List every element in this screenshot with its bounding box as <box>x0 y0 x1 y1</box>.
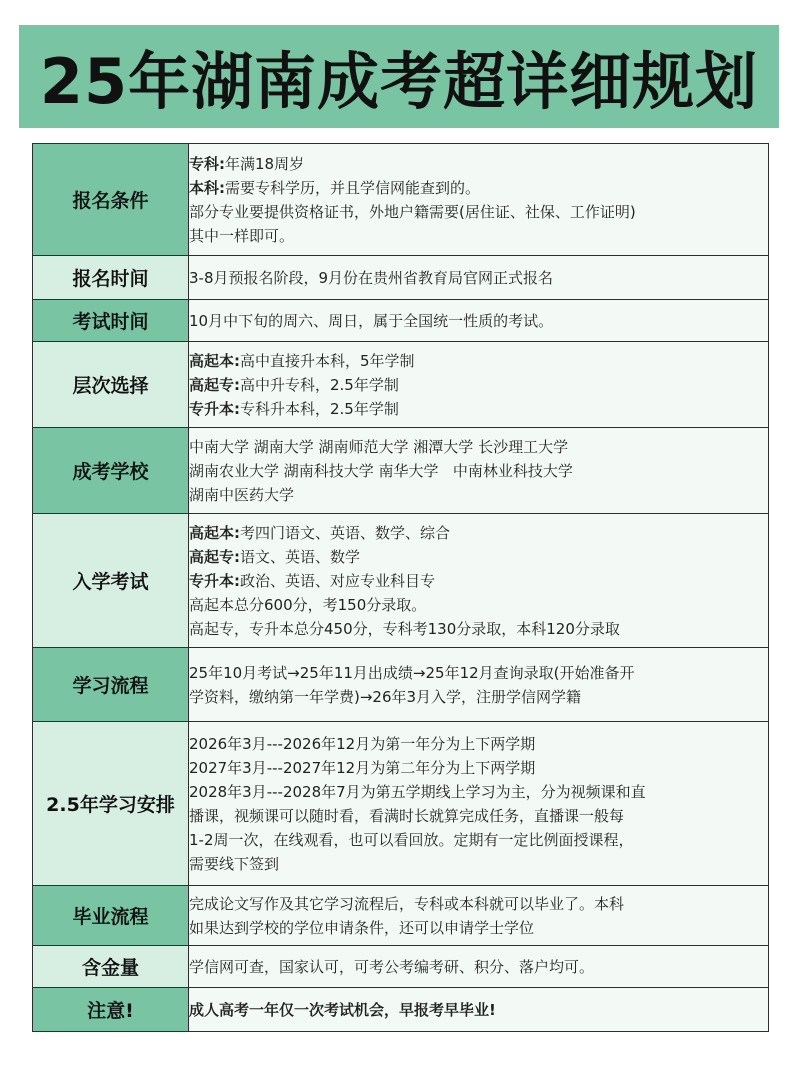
notice-text: 成人高考一年仅一次考试机会，早报考早毕业! <box>189 1000 496 1019</box>
level-item <box>189 397 768 421</box>
plan-line: 2026年3月---2026年12月为第一年分为上下两学期 <box>189 734 536 753</box>
process-line: 25年10月考试→25年11月出成绩→25年12月查询录取(开始准备开 <box>189 663 635 682</box>
key-label: 高起本: <box>189 523 240 542</box>
row-content <box>189 648 769 722</box>
plan-line: 需要线下签到 <box>189 854 280 873</box>
row-label: 注意! <box>33 988 189 1032</box>
exam-score-line: 高起本总分600分，考150分录取。 <box>189 595 427 614</box>
row-content <box>189 886 769 946</box>
level-item <box>189 373 768 397</box>
row-registration-conditions <box>33 144 769 256</box>
row-level-choice <box>33 342 769 428</box>
plan-line: 2027年3月---2027年12月为第二年分为上下两学期 <box>189 758 536 777</box>
condition-note-2: 其中一样即可。 <box>189 226 295 245</box>
value-text: 政治、英语、对应专业科目专 <box>240 571 436 590</box>
graduation-line: 如果达到学校的学位申请条件，还可以申请学士学位 <box>189 918 535 937</box>
row-content <box>189 300 769 342</box>
condition-benke <box>189 176 768 200</box>
key-label: 高起本: <box>189 351 240 370</box>
graduation-line: 完成论文写作及其它学习流程后，专科或本科就可以毕业了。本科 <box>189 894 625 913</box>
plan-line: 2028年3月---2028年7月为第五学期线上学习为主，分为视频课和直 <box>189 782 646 801</box>
row-label: 学习流程 <box>33 648 189 722</box>
row-registration-time <box>33 256 769 300</box>
key-label: 专升本: <box>189 399 240 418</box>
row-value <box>33 946 769 988</box>
condition-zhuanke <box>189 152 768 176</box>
process-line: 学资料，缴纳第一年学费)→26年3月入学，注册学信网学籍 <box>189 687 582 706</box>
exam-item <box>189 545 768 569</box>
title-banner <box>19 25 779 128</box>
row-label: 报名时间 <box>33 256 189 300</box>
exam-score-line: 高起专，专升本总分450分，专科考130分录取，本科120分录取 <box>189 619 620 638</box>
key-label: 高起专: <box>189 547 240 566</box>
value-text: 高中升专科，2.5年学制 <box>240 375 399 394</box>
row-label: 层次选择 <box>33 342 189 428</box>
exam-item <box>189 521 768 545</box>
schools-line: 湖南中医药大学 <box>189 485 295 504</box>
plan-line: 1-2周一次，在线观看，也可以看回放。定期有一定比例面授课程， <box>189 830 634 849</box>
key-label: 专升本: <box>189 571 240 590</box>
exam-item <box>189 569 768 593</box>
row-content <box>189 722 769 886</box>
row-content <box>189 514 769 648</box>
row-content <box>189 946 769 988</box>
row-notice <box>33 988 769 1032</box>
value-text: 学信网可查，国家认可，可考公考编考研、积分、落户均可。 <box>189 957 595 976</box>
key-label: 高起专: <box>189 375 240 394</box>
row-label: 含金量 <box>33 946 189 988</box>
row-label: 2.5年学习安排 <box>33 722 189 886</box>
row-schools <box>33 428 769 514</box>
level-item <box>189 349 768 373</box>
schools-line: 中南大学 湖南大学 湖南师范大学 湘潭大学 长沙理工大学 <box>189 437 569 456</box>
row-label: 毕业流程 <box>33 886 189 946</box>
exam-time-text: 10月中下旬的周六、周日，属于全国统一性质的考试。 <box>189 311 554 330</box>
row-content <box>189 988 769 1032</box>
value-text: 需要专科学历，并且学信网能查到的。 <box>225 178 481 197</box>
row-content <box>189 428 769 514</box>
row-study-plan <box>33 722 769 886</box>
row-exam-time <box>33 300 769 342</box>
row-content <box>189 342 769 428</box>
plan-line: 播课，视频课可以随时看，看满时长就算完成任务，直播课一般每 <box>189 806 625 825</box>
value-text: 语文、英语、数学 <box>240 547 361 566</box>
row-entrance-exam <box>33 514 769 648</box>
condition-note-1: 部分专业要提供资格证书，外地户籍需要(居住证、社保、工作证明) <box>189 202 636 221</box>
row-content <box>189 144 769 256</box>
page-title: 25年湖南成考超详细规划 <box>39 45 759 118</box>
row-label: 报名条件 <box>33 144 189 256</box>
row-label: 成考学校 <box>33 428 189 514</box>
row-label: 考试时间 <box>33 300 189 342</box>
value-text: 专科升本科，2.5年学制 <box>240 399 399 418</box>
row-graduation <box>33 886 769 946</box>
key-label: 专科: <box>189 154 225 173</box>
value-text: 考四门语文、英语、数学、综合 <box>240 523 451 542</box>
value-text: 年满18周岁 <box>225 154 305 173</box>
value-text: 高中直接升本科，5年学制 <box>240 351 415 370</box>
row-content <box>189 256 769 300</box>
row-label: 入学考试 <box>33 514 189 648</box>
key-label: 本科: <box>189 178 225 197</box>
row-study-process <box>33 648 769 722</box>
plan-table <box>32 143 769 1032</box>
registration-time-text: 3-8月预报名阶段，9月份在贵州省教育局官网正式报名 <box>189 268 554 287</box>
schools-line: 湖南农业大学 湖南科技大学 南华大学 中南林业科技大学 <box>189 461 573 480</box>
